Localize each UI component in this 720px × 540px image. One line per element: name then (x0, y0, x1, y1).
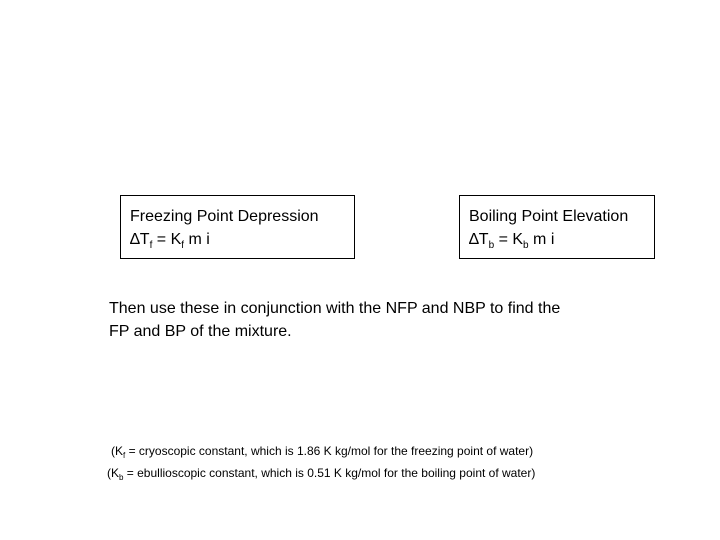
subscript-b: b (523, 240, 529, 251)
delta-t-symbol: ∆T (469, 231, 489, 248)
equals-k: = K (152, 231, 182, 248)
footnote-subscript: f (123, 451, 126, 460)
equation-tail: m i (184, 231, 210, 248)
footnote-open: (K (111, 444, 123, 458)
equation-tail: m i (528, 231, 555, 248)
subscript-b: b (488, 240, 495, 251)
subscript-f: f (149, 240, 153, 251)
delta-t-symbol: ∆T (130, 231, 150, 248)
footnote-text: = cryoscopic constant, which is 1.86 K kg/mol for the freezing point of water) (125, 444, 534, 458)
boiling-point-equation (469, 228, 654, 253)
boiling-point-box (459, 195, 655, 259)
footnote-kb (107, 465, 535, 483)
summary-text: Then use these in conjunction with the NFP and NBP to find the FP and BP of the mixture. (109, 300, 561, 340)
boiling-point-title: Boiling Point Elevation (469, 208, 629, 225)
footnote-open: (K (107, 466, 119, 480)
freezing-point-box (120, 195, 355, 259)
footnote-text: = ebullioscopic constant, which is 0.51 K kg/mol for the boiling point of water) (123, 466, 536, 480)
footnote-subscript: b (119, 473, 124, 482)
freezing-point-equation (130, 228, 354, 253)
equals-k: = K (494, 231, 524, 248)
subscript-f: f (181, 240, 185, 251)
freezing-point-title: Freezing Point Depression (130, 208, 319, 225)
footnote-kf (111, 443, 533, 461)
